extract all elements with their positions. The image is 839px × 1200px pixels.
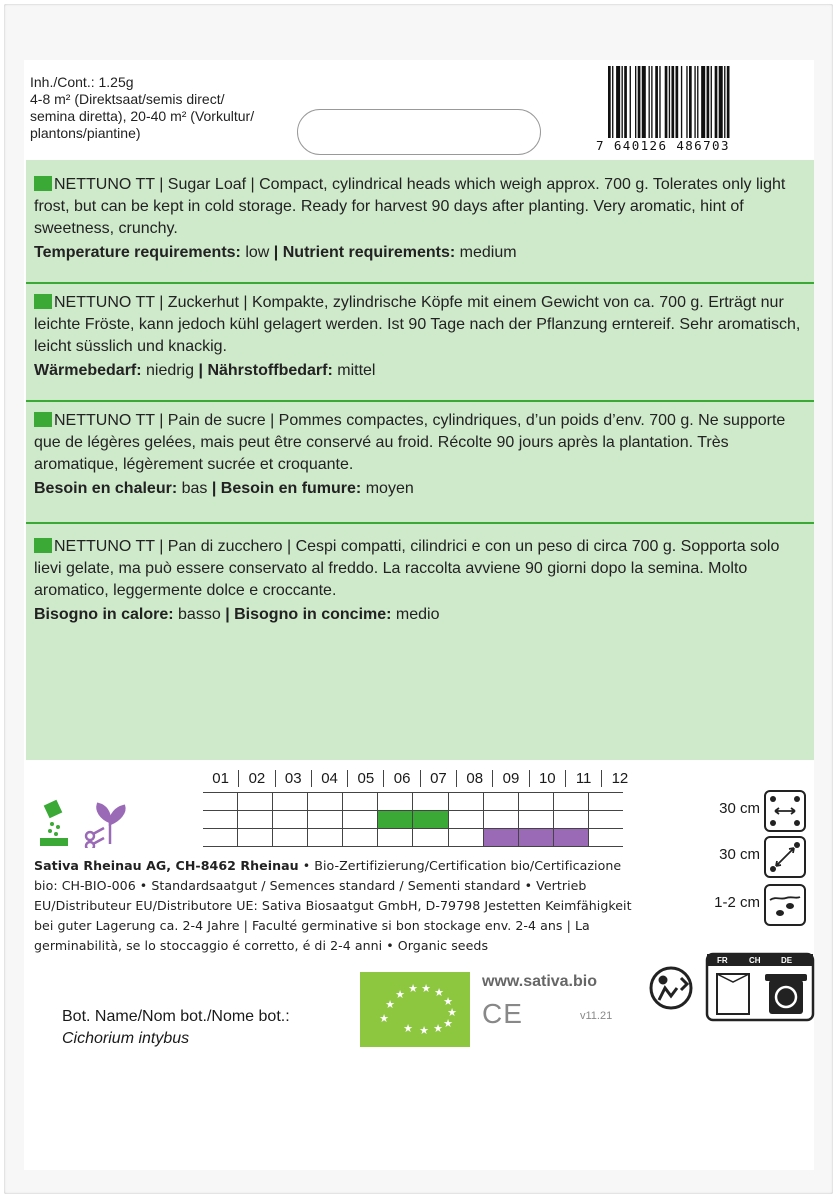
eu-star-icon: ★ — [443, 1017, 453, 1030]
eu-star-icon: ★ — [443, 995, 453, 1008]
eu-star-icon: ★ — [408, 982, 418, 995]
botanical-label: Bot. Name/Nom bot./Nome bot.: — [62, 1008, 290, 1025]
calendar-months — [203, 770, 638, 787]
calendar-cell — [483, 811, 518, 828]
temperature-value: low — [245, 244, 270, 261]
green-square-icon — [34, 294, 52, 309]
calendar-cell — [412, 793, 447, 810]
eu-star-icon: ★ — [395, 988, 405, 1001]
calendar-cell-purple — [483, 829, 518, 846]
calendar-cell — [272, 811, 307, 828]
calendar-cell — [203, 829, 237, 846]
green-square-icon — [34, 176, 52, 191]
nutrient-value: medium — [459, 244, 517, 261]
calendar-cell — [553, 811, 588, 828]
botanical-name — [62, 1006, 290, 1050]
calendar-month-label: 01 — [212, 770, 229, 787]
calendar-cell-purple — [553, 829, 588, 846]
eu-leaf-icon — [360, 972, 470, 1047]
calendar-grid — [203, 792, 623, 847]
calendar-month-label: 11 — [565, 770, 601, 787]
section-divider — [26, 282, 814, 284]
sowing-depth — [700, 884, 810, 924]
harvest-icon — [86, 804, 124, 848]
sowing-harvest-icons — [38, 798, 138, 848]
calendar-cell — [203, 793, 237, 810]
eu-star-icon: ★ — [434, 986, 444, 999]
producer-info — [34, 856, 634, 956]
eu-star-icon: ★ — [403, 1022, 413, 1035]
producer-details: • Bio-Zertifizierung/Certification bio/Certificazione bio: CH-BIO-006 • Standardsaatgut / Semences standard / Sementi standard • Vertrieb EU/Distributeur EU/Distributore UE: Sativa Biosaatgut GmbH, D-79798 Jestetten Keimfähigkeit bei guter Lagerung ca. 2-4 Jahre | Faculté germinative si bon stockage env. 2-4 ans | La germinabilità, se lo stoccaggio é corretto, é di 2-4 anni • Organic seeds — [34, 858, 632, 953]
description-text: NETTUNO TT | Zuckerhut | Kompakte, zylindrische Köpfe mit einem Gewicht von ca. 700 g. Erträgt nur leichte Fröste, kann jedoch kühl gelagert werden. Ist 90 Tage nach der Pflanzung erntereif. Sehr aromatisch, leicht süsslich und knackig. — [34, 294, 801, 355]
description-text: NETTUNO TT | Pan di zucchero | Cespi compatti, cilindrici e con un peso di circa 700 g. Sopporta solo lievi gelate, ma può essere conservato al freddo. La raccolta avviene 90 giorni dopo la semina. Molto aromatico, leggermente dolce e croccante. — [34, 538, 780, 599]
calendar-cell-green — [377, 811, 412, 828]
description-text: NETTUNO TT | Pain de sucre | Pommes compactes, cylindriques, d’un poids d’env. 700 g. Ne supporte que de légères gelées, mais peut être conservé au froid. Récolte 90 jours après la plantation. Très aromatique, légèrement sucrée et croquante. — [34, 412, 786, 473]
row-spacing-value: 30 cm — [719, 800, 760, 817]
barcode-digits: 7 640126 486703 — [596, 138, 730, 153]
paper-bin-icon — [765, 974, 807, 1014]
calendar-cell-purple — [518, 829, 553, 846]
calendar-cell — [203, 811, 237, 828]
calendar-month-label: 09 — [492, 770, 528, 787]
calendar-cell-green — [412, 811, 447, 828]
calendar-cell — [237, 829, 272, 846]
ce-mark: CE — [482, 998, 523, 1029]
barcode — [596, 66, 772, 156]
nutrient-value: mittel — [337, 362, 376, 379]
eu-star-icon: ★ — [421, 982, 431, 995]
paper-packet-icon — [717, 974, 749, 1014]
calendar-month-label: 03 — [275, 770, 311, 787]
calendar-cell — [342, 793, 377, 810]
calendar-cell — [342, 811, 377, 828]
section-divider — [26, 522, 814, 524]
calendar-cell — [237, 793, 272, 810]
plant-spacing-value: 30 cm — [719, 846, 760, 863]
calendar-cell — [272, 829, 307, 846]
calendar-month-label: 10 — [529, 770, 565, 787]
contents-area-line: plantons/piantine) — [30, 125, 141, 141]
calendar-cell — [483, 793, 518, 810]
eu-star-icon: ★ — [433, 1022, 443, 1035]
calendar-cell — [307, 793, 342, 810]
description-en: NETTUNO TT | Sugar Loaf | Compact, cylindrical heads which weigh approx. 700 g. Tolerates only light frost, but can be kept in cold storage. Ready for harvest 90 days after planting. Very aromatic, hint of sweetness, crunchy. Temperature requirements: low | Nutrient requirements: medium — [34, 176, 786, 261]
temperature-label: Temperature requirements: — [34, 244, 241, 261]
contents-info — [30, 74, 310, 142]
version-number: v11.21 — [580, 1010, 613, 1022]
eu-star-icon: ★ — [447, 1006, 457, 1019]
country-de: DE — [781, 956, 793, 965]
description-fr: NETTUNO TT | Pain de sucre | Pommes compactes, cylindriques, d’un poids d’env. 700 g. Ne supporte que de légères gelées, mais peut être conservé au froid. Récolte 90 jours après la plantation. Très aromatique, légèrement sucrée et croquante. Besoin en chaleur: bas | Besoin en fumure: moyen — [34, 412, 786, 497]
temperature-value: bas — [181, 480, 208, 497]
calendar-cell — [448, 793, 483, 810]
calendar-cell — [553, 793, 588, 810]
company-name: Sativa Rheinau AG, CH-8462 Rheinau — [34, 858, 299, 873]
calendar-month-label: 07 — [420, 770, 456, 787]
calendar-row — [203, 793, 623, 811]
nutrient-label: Besoin en fumure: — [220, 480, 362, 497]
calendar-cell — [272, 793, 307, 810]
sowing-depth-value: 1-2 cm — [714, 894, 760, 911]
calendar-cell — [377, 829, 412, 846]
calendar-month-label: 12 — [601, 770, 637, 787]
section-divider — [26, 400, 814, 402]
row-spacing — [700, 790, 810, 830]
country-ch: CH — [749, 956, 761, 965]
calendar-month-label: 02 — [238, 770, 274, 787]
calendar-cell — [377, 793, 412, 810]
eu-star-icon: ★ — [379, 1012, 389, 1025]
country-fr: FR — [717, 956, 728, 965]
green-square-icon — [34, 538, 52, 553]
calendar-cell — [237, 811, 272, 828]
calendar-row-harvest — [203, 829, 623, 847]
temperature-label: Besoin en chaleur: — [34, 480, 178, 497]
nutrient-label: Bisogno in concime: — [234, 606, 392, 623]
calendar-month-label: 06 — [383, 770, 419, 787]
calendar-cell — [307, 829, 342, 846]
description-panel — [26, 160, 814, 760]
sowing-icon — [40, 800, 68, 846]
nutrient-value: moyen — [365, 480, 414, 497]
latin-name: Cichorium intybus — [62, 1030, 190, 1047]
recycling-info — [645, 952, 815, 1022]
sowing-depth-icon — [764, 884, 806, 926]
hang-hole — [297, 109, 541, 155]
calendar-cell — [518, 793, 553, 810]
calendar-cell — [448, 829, 483, 846]
description-text: NETTUNO TT | Sugar Loaf | Compact, cylindrical heads which weigh approx. 700 g. Tolerates only light frost, but can be kept in cold storage. Ready for harvest 90 days after planting. Very aromatic, hint of sweetness, crunchy. — [34, 176, 786, 237]
green-square-icon — [34, 412, 52, 427]
plant-spacing-icon — [764, 836, 806, 878]
description-it: NETTUNO TT | Pan di zucchero | Cespi compatti, cilindrici e con un peso di circa 700 g. Sopporta solo lievi gelate, ma può essere conservato al freddo. La raccolta avviene 90 giorni dopo la semina. Molto aromatico, leggermente dolce e croccante. Bisogno in calore: basso | Bisogno in concime: medio — [34, 538, 780, 623]
nutrient-label: Nährstoffbedarf: — [207, 362, 333, 379]
nutrient-value: medio — [395, 606, 440, 623]
temperature-label: Bisogno in calore: — [34, 606, 174, 623]
plant-spacing — [700, 836, 810, 876]
eu-star-icon: ★ — [419, 1024, 429, 1037]
triman-icon — [651, 968, 691, 1008]
eu-star-icon: ★ — [385, 998, 395, 1011]
temperature-value: basso — [178, 606, 221, 623]
nutrient-label: Nutrient requirements: — [282, 244, 456, 261]
contents-weight: Inh./Cont.: 1.25g — [30, 74, 134, 90]
calendar-cell — [412, 829, 447, 846]
eu-organic-logo — [360, 972, 470, 1047]
calendar-cell — [588, 811, 623, 828]
barcode-bars-icon — [608, 66, 768, 138]
calendar-cell — [588, 793, 623, 810]
calendar-cell — [448, 811, 483, 828]
row-spacing-icon — [764, 790, 806, 832]
calendar-month-label: 04 — [311, 770, 347, 787]
contents-area-line: 4-8 m² (Direktsaat/semis direct/ — [30, 91, 225, 107]
temperature-value: niedrig — [146, 362, 195, 379]
temperature-label: Wärmebedarf: — [34, 362, 142, 379]
contents-area-line: semina diretta), 20-40 m² (Vorkultur/ — [30, 108, 255, 124]
calendar-cell — [342, 829, 377, 846]
calendar-month-label: 05 — [347, 770, 383, 787]
calendar-month-label: 08 — [456, 770, 492, 787]
calendar-cell — [518, 811, 553, 828]
description-de: NETTUNO TT | Zuckerhut | Kompakte, zylindrische Köpfe mit einem Gewicht von ca. 700 g. Erträgt nur leichte Fröste, kann jedoch kühl gelagert werden. Ist 90 Tage nach der Pflanzung erntereif. Sehr aromatisch, leicht süsslich und knackig. Wärmebedarf: niedrig | Nährstoffbedarf: mittel — [34, 294, 801, 379]
website: www.sativa.bio — [482, 973, 597, 990]
calendar-cell — [307, 811, 342, 828]
calendar-row-sowing — [203, 811, 623, 829]
calendar-cell — [588, 829, 623, 846]
